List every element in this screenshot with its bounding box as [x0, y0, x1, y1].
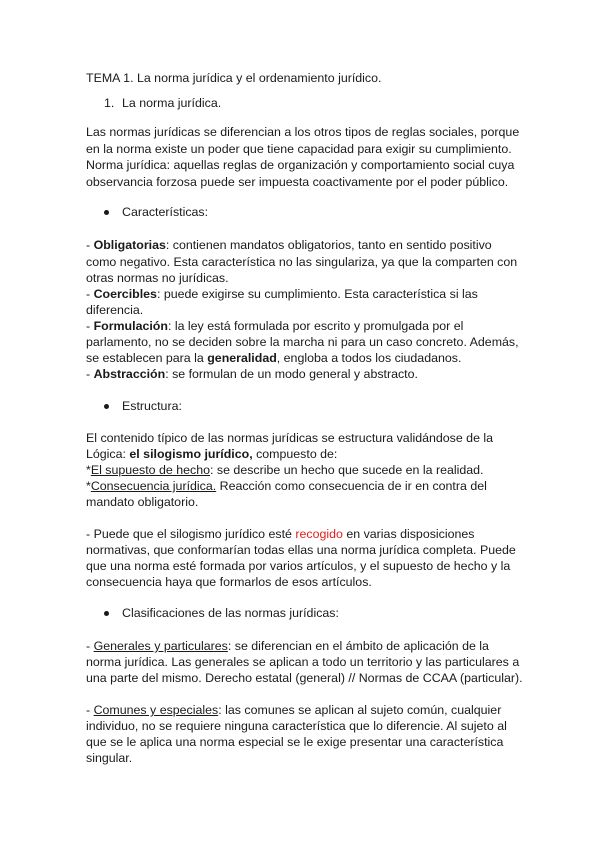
text-line: - Generales y particulares: se diferencian en el ámbito de aplicación de la: [86, 639, 489, 653]
text-line: norma jurídica. Las generales se aplican a todo un territorio y las particulares a: [86, 655, 520, 669]
section-label: La norma jurídica.: [122, 96, 222, 110]
text-line: - Coercibles: puede exigirse su cumplimiento. Esta característica si las: [86, 287, 478, 301]
bullet-icon: [104, 404, 109, 409]
bullet-label: Clasificaciones de las normas jurídicas:: [122, 606, 339, 620]
highlighted-word: recogido: [295, 527, 343, 541]
text-line: una parte del mismo. Derecho estatal (general) // Normas de CCAA (particular).: [86, 671, 523, 685]
text-line: que se le aplica una norma especial se le exige presentar una característica: [86, 735, 504, 749]
text-line: en la norma existe un poder que tiene capacidad para exigir su cumplimiento.: [86, 142, 512, 156]
bullet-label: Estructura:: [122, 399, 182, 413]
text-line: - Obligatorias: contienen mandatos obligatorios, tanto en sentido positivo: [86, 238, 492, 252]
text-line: singular.: [86, 751, 133, 765]
text-line: se establecen para la generalidad, engloba a todos los ciudadanos.: [86, 351, 462, 365]
text-line: Lógica: el silogismo jurídico, compuesto de:: [86, 447, 338, 461]
text-line: - Puede que el silogismo jurídico esté recogido en varias disposiciones: [86, 527, 475, 541]
text-line: parlamento, no se deciden sobre la marcha ni para un caso concreto. Además,: [86, 335, 519, 349]
text-line: otras normas no jurídicas.: [86, 271, 229, 285]
text-line: *El supuesto de hecho: se describe un hecho que sucede en la realidad.: [86, 463, 484, 477]
document-title: TEMA 1. La norma jurídica y el ordenamiento jurídico.: [86, 71, 382, 85]
text-line: normativas, que conformarían todas ellas una norma jurídica completa. Puede: [86, 543, 516, 557]
text-line: Norma jurídica: aquellas reglas de organización y comportamiento social cuya: [86, 158, 515, 172]
text-line: - Formulación: la ley está formulada por escrito y promulgada por el: [86, 319, 464, 333]
text-line: El contenido típico de las normas jurídicas se estructura validándose de la: [86, 431, 494, 445]
text-line: *Consecuencia jurídica. Reacción como consecuencia de ir en contra del: [86, 479, 487, 493]
text-line: observancia forzosa puede ser impuesta coactivamente por el poder público.: [86, 175, 509, 189]
section-number: 1.: [104, 96, 115, 110]
text-line: - Abstracción: se formulan de un modo general y abstracto.: [86, 367, 418, 381]
text-line: diferencia.: [86, 303, 144, 317]
text-line: individuo, no se requiere ninguna característica que lo diferencie. Al sujeto al: [86, 719, 507, 733]
bullet-icon: [104, 210, 109, 215]
text-line: Las normas jurídicas se diferencian a los otros tipos de reglas sociales, porque: [86, 125, 520, 139]
text-line: mandato obligatorio.: [86, 495, 199, 509]
text-line: como negativo. Esta característica no las singulariza, ya que la comparten con: [86, 255, 518, 269]
bullet-label: Características:: [122, 205, 209, 219]
bullet-icon: [104, 611, 109, 616]
text-line: que una norma esté formada por varios artículos, y el supuesto de hecho y la: [86, 559, 511, 573]
text-line: - Comunes y especiales: las comunes se aplican al sujeto común, cualquier: [86, 703, 502, 717]
text-line: consecuencia haya que formarlos de esos artículos.: [86, 575, 372, 589]
